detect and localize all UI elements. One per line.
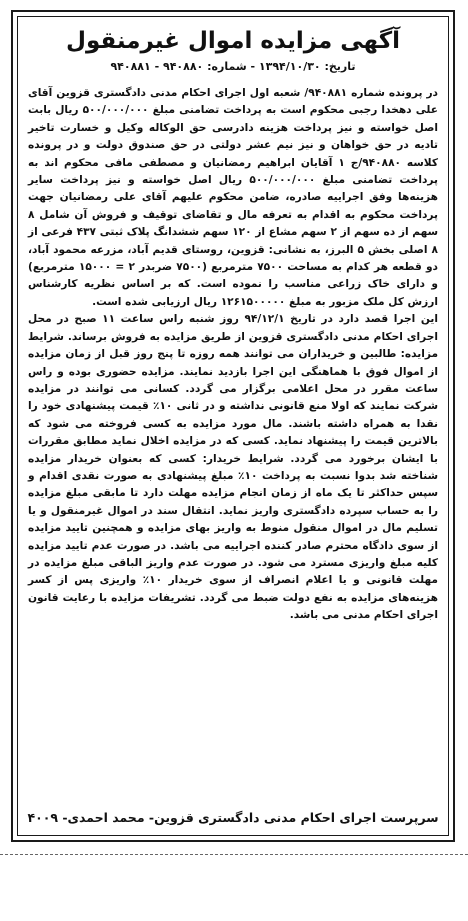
notice-date-number: تاریخ: ۱۳۹۴/۱۰/۳۰ - شماره: ۹۴۰۸۸۰ - ۹۴۰۸۸۱ (110, 60, 356, 73)
notice-inner-frame (17, 16, 449, 836)
notice-signature: سرپرست اجرای احکام مدنی دادگستری قزوین- محمد احمدی- ۴۰۰۹ (27, 810, 439, 825)
auction-notice (11, 10, 455, 842)
dashed-cut-line (0, 854, 468, 855)
notice-paragraph-conditions: این اجرا قصد دارد در تاریخ ۹۴/۱۲/۱ روز شنبه راس ساعت ۱۱ صبح در محل اجرای احکام مدنی دادگستری قزوین از طریق مزایده به فروش برساند. شرایط مزایده: طالبین و خریداران می توانند همه روزه تا پنج روز قبل از زمان مزایده از اموال فوق با هماهنگی این اجرا بازدید نمایند. مزایده حضوری بوده و راس ساعت مقرر در محل اعلامی برگزار می گردد. کسانی می توانند در مزایده شرکت نمایند که اولا منع قانونی نداشته و در ثانی ۱۰٪ قیمت پیشنهادی خود را نقدا به همراه داشته باشند. مال مورد مزایده به کسی فروخته می شود که بالاترین قیمت را پیشنهاد نماید. کسی که در مزایده اخلال نماید مطابق مقررات با ایشان برخورد می گردد. شرایط خریدار: کسی که بعنوان خریدار مزایده شناخته شد بدوا نسبت به پرداخت ۱۰٪ مبلغ پیشنهادی به صورت نقدی اقدام و سپس حداکثر تا یک ماه از زمان انجام مزایده مهلت دارد تا مابقی مبلغ مزایده را به حساب سپرده دادگستری واریز نماید. انتقال سند در اموال غیرمنقول و یا تسلیم مال در اموال منقول منوط به واریز بهای مزایده و همچنین تایید مزایده از سوی دادگاه محترم صادر کننده اجراییه می باشد. در صورت عدم تایید مزایده کلیه مبلغ واریزی مسترد می شود. در صورت عدم واریز الباقی مبلغ مزایده در مهلت قانونی و یا اعلام انصراف از سوی خریدار ۱۰٪ واریزی پس از کسر هزینه‌های مزایده به نفع دولت ضبط می گردد. تشریفات مزایده با رعایت قانون اجرای احکام مدنی می باشد. (28, 313, 439, 622)
notice-paragraph-case: در پرونده شماره ۹۴۰۸۸۱/ شعبه اول اجرای احکام مدنی دادگستری قزوین آقای علی دهخدا رجبی محکوم است به پرداخت تضامنی مبلغ ۵۰۰/۰۰۰/۰۰۰ ریال بابت اصل خواسته و نیز پرداخت هزینه دادرسی حق الوکاله وکیل و خسارت تاخیر تادیه در حق خواهان و نیز نیم عشر دولتی در حق صندوق دولت و در پرونده کلاسه ۹۴۰۸۸۰/ج ۱ آقایان ابراهیم رمضانیان و مصطفی مافی محکوم اند به پرداخت تضامنی مبلغ ۵۰۰/۰۰۰/۰۰۰ ریال اصل خواسته و نیز پرداخت سایر هزینه‌ها وفق اجراییه صادره، ضامن محکوم علیهم آقای علی رمضانیان جهت پرداخت محکوم به اقدام به تعرفه مال و تقاضای توقیف و فروش آن شامل ۸ سهم از ده سهم از ۲ سهم مشاع از ۱۲۰ سهم ششدانگ پلاک ثبتی ۴۳۷ فرعی از ۸ اصلی بخش ۵ البرز، به نشانی: قزوین، روستای قدیم آباد، مزرعه محمود آباد، دو قطعه هر کدام به مساحت ۷۵۰۰ مترمربع (۷۵۰۰ ضربدر ۲ = ۱۵۰۰۰ مترمربع) و دارای خاک زراعی مناسب را نموده است. که بر اساس نظریه کارشناس ارزش کل ملک مزبور به مبلغ ۱۲۶۱۵۰۰۰۰۰ ریال ارزیابی شده است. (28, 87, 438, 308)
notice-title: آگهی مزایده اموال غیرمنقول (65, 28, 401, 54)
notice-body (18, 85, 448, 625)
